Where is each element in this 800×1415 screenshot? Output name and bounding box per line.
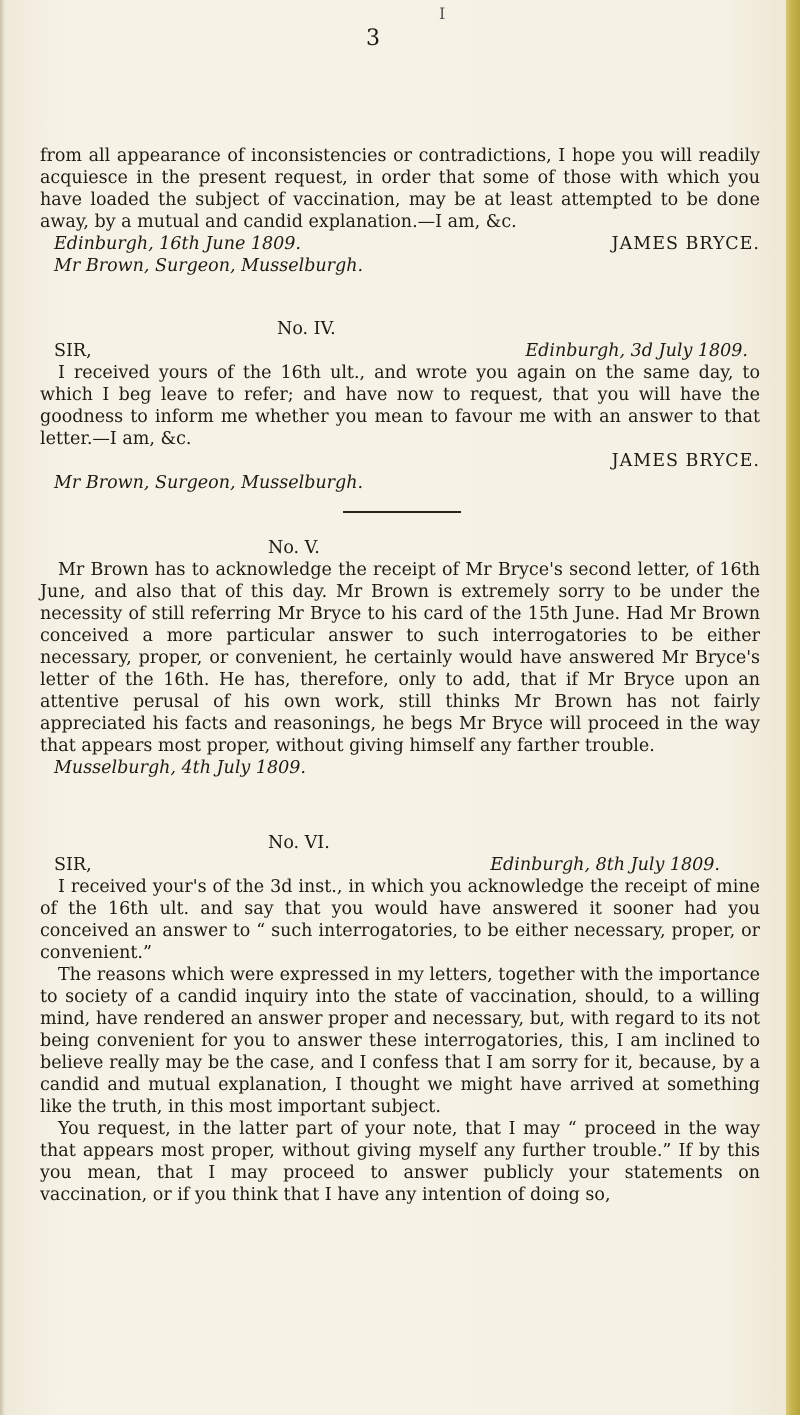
letter-4-place-date: Edinburgh, 3d July 1809. — [525, 341, 748, 361]
letter-4-addressee: Mr Brown, Surgeon, Musselburgh. — [54, 473, 364, 493]
top-mark: I — [439, 4, 446, 23]
page-edge-strip — [786, 0, 800, 1415]
page-number: 3 — [366, 26, 380, 51]
letter-6-salutation-row — [40, 854, 760, 876]
section-divider — [343, 511, 461, 513]
letter-6-paragraph-2: The reasons which were expressed in my letters, together with the importance to society of a candid inquiry into the state of vaccination, should, to a willing mind, have rendered an answer proper and necessary, but, with regard to its not being convenient for you to answer these interrogatories, this, I am inclined to believe really may be the case, and I confess that I am sorry for it, because, by a candid and mutual explanation, I thought we might have arrived at something like the truth, in this most important subject. — [40, 965, 760, 1117]
letter-6-place-date: Edinburgh, 8th July 1809. — [490, 855, 720, 875]
intro-block — [40, 145, 760, 277]
letter-4-signature-row — [40, 450, 760, 472]
letter-6 — [40, 832, 760, 1206]
intro-body: from all appearance of inconsistencies or contradictions, I hope you will readily acquiesce in the present request, in order that some of those with which you have loaded the subject of vaccination, may be at least attempted to be done away, by a mutual and candid explanation.—I am, &c. — [40, 146, 760, 232]
letter-5-heading: No. V. — [268, 538, 320, 558]
intro-place-date: Edinburgh, 16th June 1809. — [54, 234, 301, 254]
letter-4-salutation: SIR, — [54, 341, 92, 361]
intro-addressee: Mr Brown, Surgeon, Musselburgh. — [54, 256, 364, 276]
letter-4-body: I received yours of the 16th ult., and wrote you again on the same day, to which I beg leave to refer; and have now to request, that you will have the goodness to inform me whether you mean to favour me with an answer to that letter.—I am, &c. — [40, 363, 760, 449]
letter-5 — [40, 537, 760, 779]
letter-4-heading: No. IV. — [277, 319, 336, 339]
letter-4-salutation-row — [40, 340, 760, 362]
page-gutter-shadow — [0, 0, 5, 1415]
intro-signature: JAMES BRYCE. — [611, 234, 760, 254]
letter-4 — [40, 318, 760, 494]
letter-6-salutation: SIR, — [54, 855, 92, 875]
intro-signature-row — [40, 233, 760, 255]
letter-6-paragraph-3: You request, in the latter part of your note, that I may “ proceed in the way that appears most proper, without giving myself any further trouble.” If by this you mean, that I may proceed to answer publicly your statements on vaccination, or if you think that I have any intention of doing so, — [40, 1119, 760, 1205]
letter-4-signature: JAMES BRYCE. — [611, 451, 760, 471]
letter-6-heading: No. VI. — [268, 833, 330, 853]
letter-5-body: Mr Brown has to acknowledge the receipt of Mr Bryce's second letter, of 16th June, and also that of this day. Mr Brown is extremely sorry to be under the necessity of still referring Mr Bryce to his card of the 15th June. Had Mr Brown conceived a more particular answer to such interrogatories to be either necessary, proper, or convenient, he certainly would have answered Mr Bryce's letter of the 16th. He has, therefore, only to add, that if Mr Bryce upon an attentive perusal of his own work, still thinks Mr Brown has not fairly appreciated his facts and reasonings, he begs Mr Bryce will proceed in the way that appears most proper, without giving himself any farther trouble. — [40, 560, 760, 756]
letter-6-paragraph-1: I received your's of the 3d inst., in which you acknowledge the receipt of mine of the 16th ult. and say that you would have answered it sooner had you conceived an answer to “ such interrogatories, to be either necessary, proper, or convenient.” — [40, 877, 760, 963]
letter-5-place-date: Musselburgh, 4th July 1809. — [54, 758, 306, 778]
